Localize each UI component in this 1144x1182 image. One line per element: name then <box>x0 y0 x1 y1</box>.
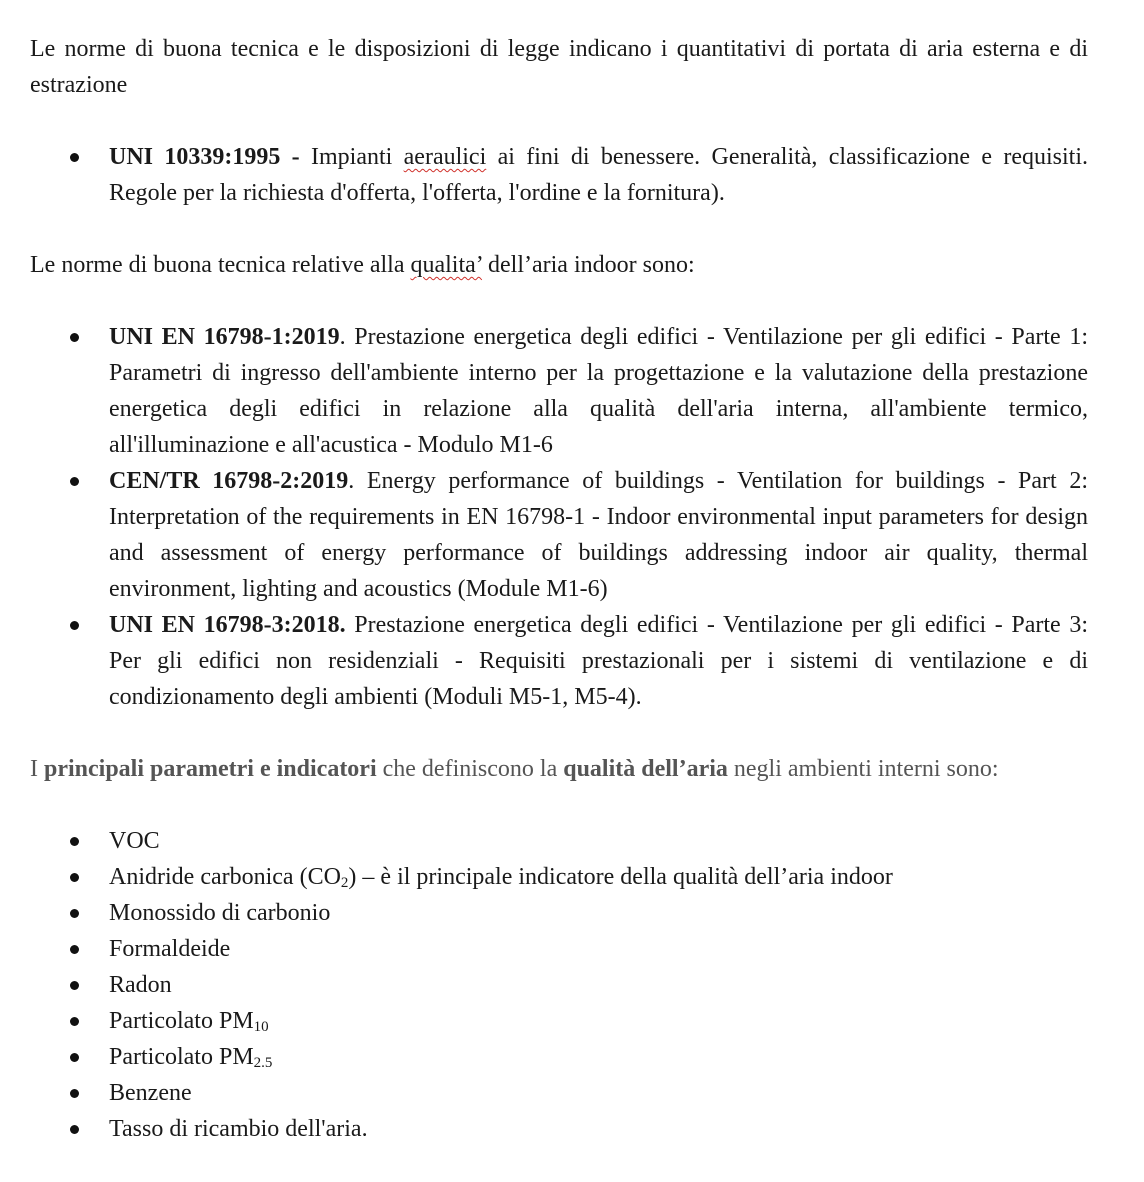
norms-heading <box>30 247 1088 283</box>
params-intro-bold: principali parametri e indicatori <box>44 756 377 782</box>
list-item <box>30 607 1088 715</box>
norm-code: UNI EN 16798-3:2018. <box>109 612 346 638</box>
param-text: Particolato PM <box>109 1008 254 1034</box>
list-item: Benzene <box>30 1075 1088 1111</box>
params-intro-text: I <box>30 756 44 782</box>
document-page <box>30 31 1088 1147</box>
intro-paragraph: Le norme di buona tecnica e le disposizioni di legge indicano i quantitativi di portata di aria esterna e di estrazione <box>30 36 1088 98</box>
subscript: 2 <box>340 875 349 891</box>
params-intro-bold: qualità dell’aria <box>563 756 728 782</box>
list-item <box>30 859 1088 895</box>
subscript: 10 <box>253 1019 269 1035</box>
list-item <box>30 463 1088 607</box>
params-list <box>30 823 1088 1147</box>
subscript: 2.5 <box>253 1055 273 1071</box>
list-item <box>30 1039 1088 1075</box>
norm-code: UNI EN 16798-1:2019 <box>109 324 340 350</box>
norm-text: . Energy performance of buildings - Ventilation for buildings - Part 2: Interpretation of the requirements in EN 16798-1 - Indoor environmental input parameters for design and assessment of energy performance of buildings addressing indoor air quality, thermal environment, lighting and acoustics (Module M1-6) <box>109 468 1088 602</box>
heading-text-b: dell’aria indoor sono: <box>482 252 695 278</box>
spellcheck-word: aeraulici <box>403 144 487 170</box>
norm-list-1 <box>30 139 1088 211</box>
params-intro-paragraph <box>30 751 1088 787</box>
params-intro-text: che definiscono la <box>376 756 564 782</box>
list-item <box>30 139 1088 211</box>
list-item <box>30 1003 1088 1039</box>
param-text: ) – è il principale indicatore della qualità dell’aria indoor <box>348 864 893 890</box>
list-item: Tasso di ricambio dell'aria. <box>30 1111 1088 1147</box>
list-item <box>30 319 1088 463</box>
params-intro-text: negli ambienti interni sono: <box>727 756 999 782</box>
norm-text: Prestazione energetica degli edifici - Ventilazione per gli edifici - Parte 3: Per gli edifici non residenziali - Requisiti prestazionali per i sistemi di ventilazione e di condizionamento degli ambienti (Moduli M5-1, M5-4). <box>109 612 1088 710</box>
norm-text-b: ai fini di benessere. Generalità, classificazione e requisiti. Regole per la richiesta d'offerta, l'offerta, l'ordine e la fornitura). <box>109 144 1088 206</box>
param-text: Particolato PM <box>109 1044 254 1070</box>
norm-code: UNI 10339:1995 - <box>109 144 300 170</box>
list-item: Radon <box>30 967 1088 1003</box>
norm-text: . Prestazione energetica degli edifici - Ventilazione per gli edifici - Parte 1: Parametri di ingresso dell'ambiente interno per la progettazione e la valutazione della prestazione energetica degli edifici in relazione alla qualità dell'aria interna, all'ambiente termico, all'illuminazione e all'acustica - Modulo M1-6 <box>109 324 1088 458</box>
heading-text-a: Le norme di buona tecnica relative alla <box>30 252 411 278</box>
param-text: Anidride carbonica (CO <box>109 864 341 890</box>
list-item: VOC <box>30 823 1088 859</box>
spellcheck-word: qualita’ <box>410 252 483 278</box>
norm-text-a: Impianti <box>299 144 404 170</box>
list-item: Formaldeide <box>30 931 1088 967</box>
norm-code: CEN/TR 16798-2:2019 <box>109 468 349 494</box>
norm-list-2 <box>30 319 1088 715</box>
list-item: Monossido di carbonio <box>30 895 1088 931</box>
